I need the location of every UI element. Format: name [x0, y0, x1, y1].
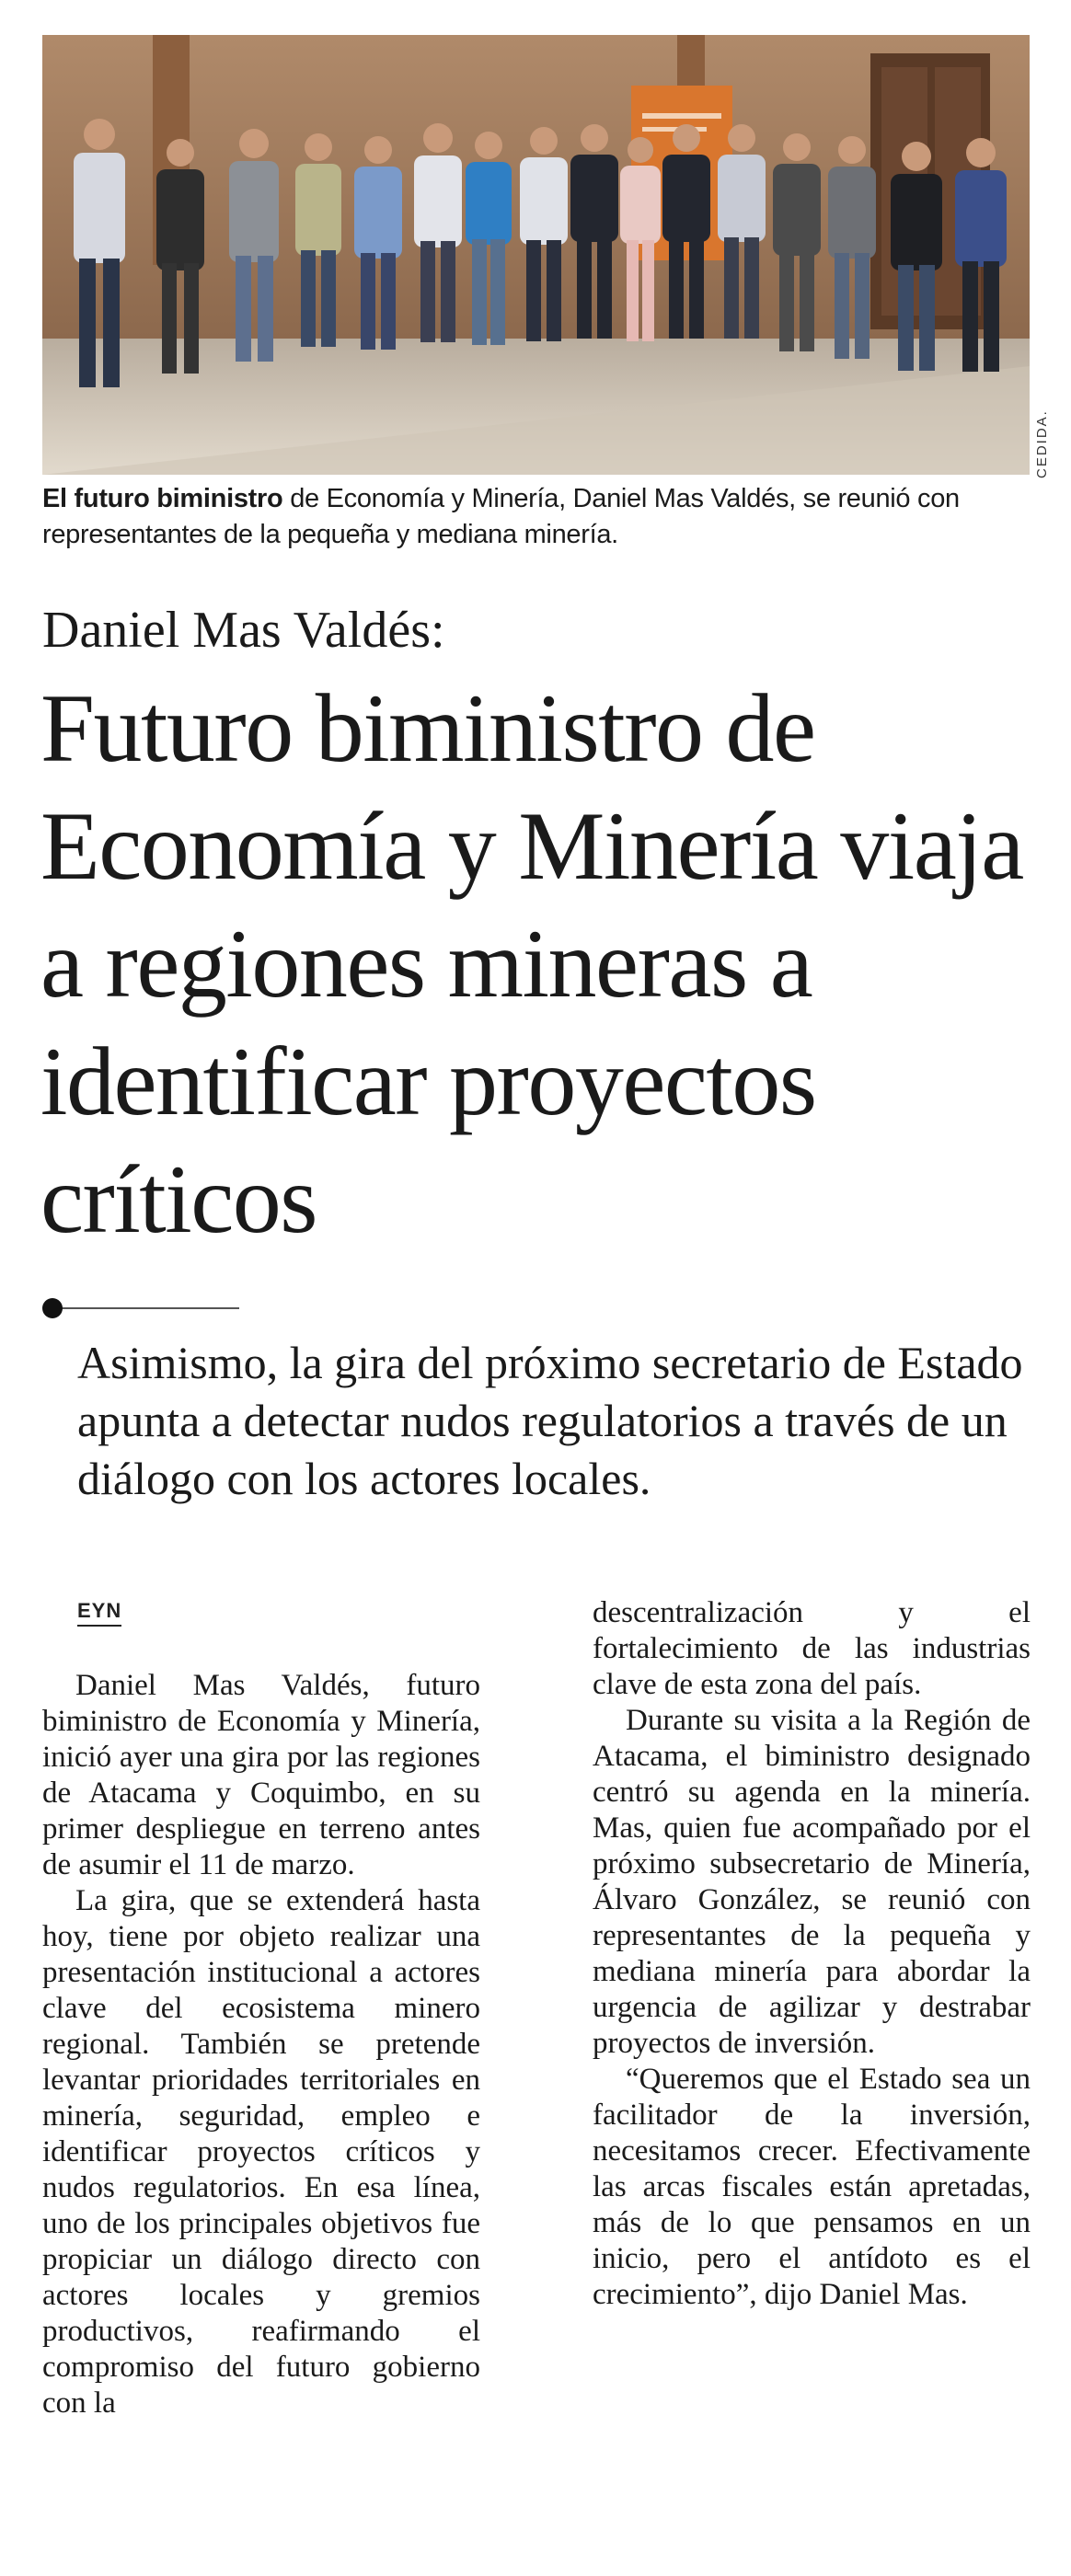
body-paragraph: Durante su visita a la Región de Atacama, el biministro designado centró su agenda en la minería. Mas, quien fue acompañado por el próximo subsecretario de Minería, Álvaro González, se reunió con representantes de la pequeña y mediana minería para abordar la urgencia de agilizar y destrabar proyectos de inversión. — [593, 1704, 1031, 2060]
deck-subheading: Asimismo, la gira del próximo secretario de Estado apunta a detectar nudos regulatorios a través de un diálogo con los actores locales. — [77, 1337, 1023, 1504]
headline: Futuro biministro de Economía y Minería viaja a regiones mineras a identificar proyectos críticos — [40, 674, 1023, 1253]
body-column-left — [42, 1668, 480, 2421]
kicker: Daniel Mas Valdés: — [42, 602, 445, 659]
caption-text: de Economía y Minería, Daniel Mas Valdés, se reunió con representantes de la pequeña y mediana minería. — [42, 484, 960, 549]
photo-credit: CEDIDA. — [1034, 409, 1050, 478]
photo-caption — [42, 481, 1036, 553]
group-photo-icon — [42, 35, 1030, 475]
caption-lead: El futuro biministro — [42, 484, 283, 513]
body-paragraph: descentralización y el fortalecimiento de las industrias clave de esta zona del país. — [593, 1596, 1031, 1701]
byline: EYN — [77, 1599, 121, 1627]
divider-dot — [42, 1298, 63, 1318]
divider-line — [55, 1307, 239, 1309]
body-paragraph: “Queremos que el Estado sea un facilitador de la inversión, necesitamos crecer. Efectivamente las arcas fiscales están apretadas, más de lo que pensamos en un inicio, pero el antídoto es el crecimiento”, dijo Daniel Mas. — [593, 2063, 1031, 2311]
group-photo — [42, 35, 1030, 475]
body-column-right — [593, 1595, 1031, 2313]
body-paragraph: La gira, que se extenderá hasta hoy, tiene por objeto realizar una presentación institucional a actores clave del ecosistema minero regional. También se pretende levantar prioridades territoriales en minería, seguridad, empleo e identificar proyectos críticos y nudos regulatorios. En esa línea, uno de los principales objetivos fue propiciar un diálogo directo con actores locales y gremios productivos, reafirmando el compromiso del futuro gobierno con la — [42, 1884, 480, 2420]
body-paragraph: Daniel Mas Valdés, futuro biministro de Economía y Minería, inició ayer una gira por las regiones de Atacama y Coquimbo, en su primer despliegue en terreno antes de asumir el 11 de marzo. — [42, 1669, 480, 1881]
